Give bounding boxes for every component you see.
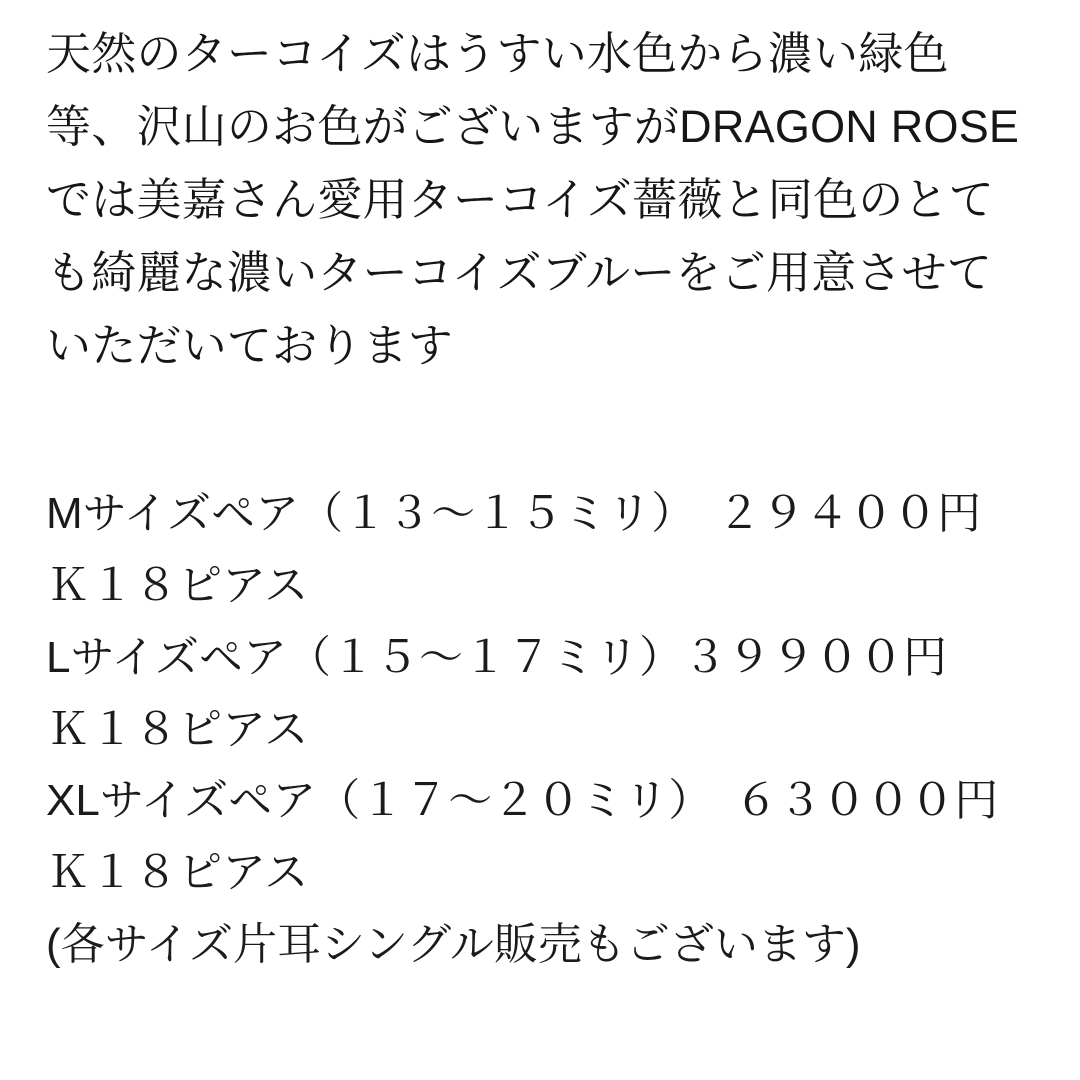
paragraph-spacer xyxy=(46,382,1034,478)
list-item: XLサイズペア（１７〜２０ミリ） ６３０００円 Ｋ１８ピアス xyxy=(46,776,1011,898)
list-item: (各サイズ片耳シングル販売もございます) xyxy=(46,919,861,969)
list-item: Mサイズペア（１３〜１５ミリ） ２９４００円 Ｋ１８ピアス xyxy=(46,489,1026,611)
pricing-list xyxy=(46,478,1034,980)
intro-paragraph: 天然のターコイズはうすい水色から濃い緑色等、沢山のお色がございますがDRAGON ROSEでは美嘉さん愛用ターコイズ薔薇と同色のとても綺麗な濃いターコイズブルーをご用意させていただいております xyxy=(46,28,1020,371)
list-item: Lサイズペア（１５〜１７ミリ）３９９００円 Ｋ１８ピアス xyxy=(46,632,991,754)
